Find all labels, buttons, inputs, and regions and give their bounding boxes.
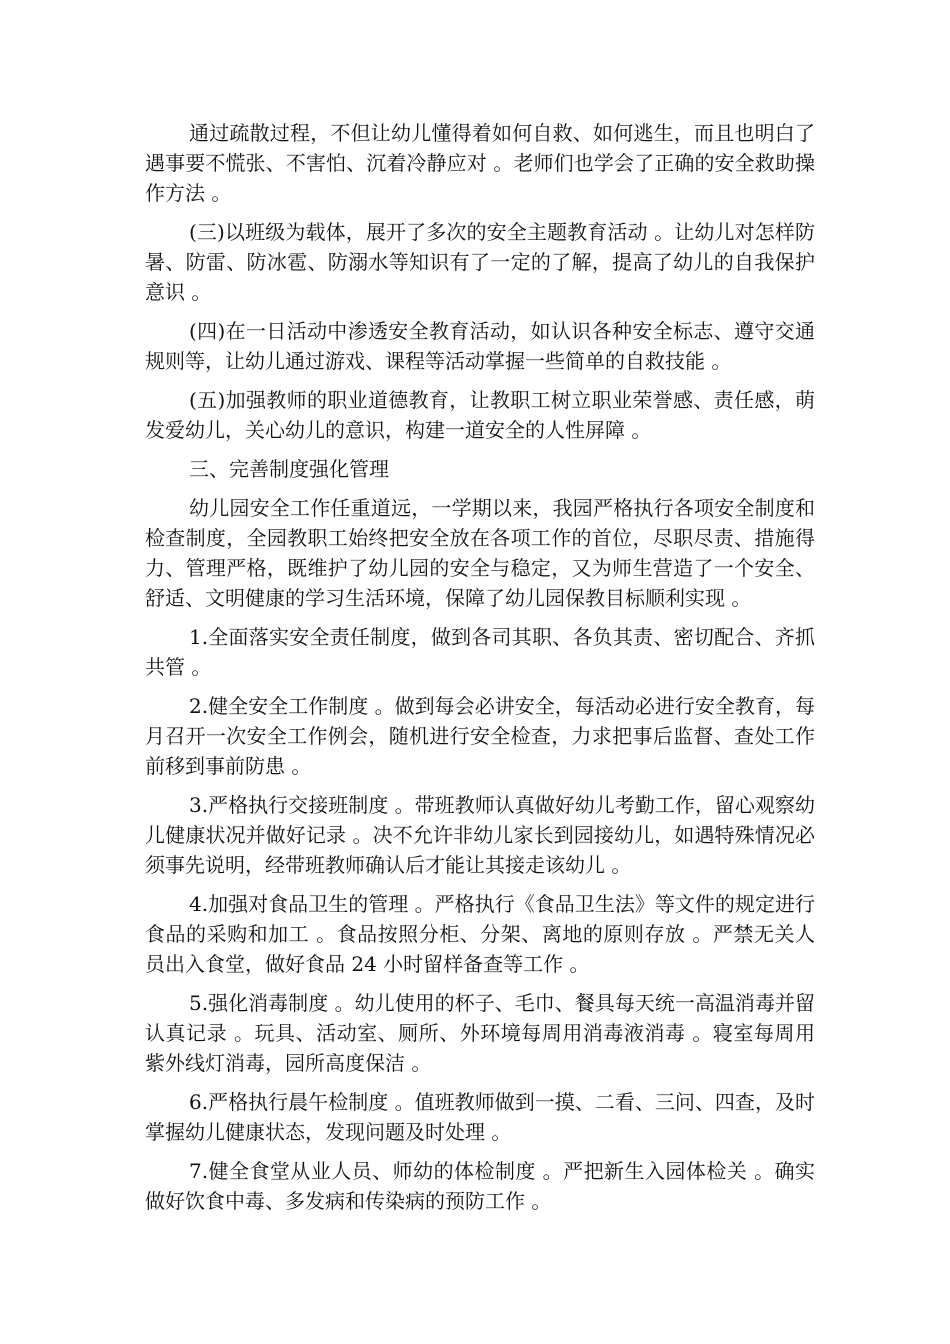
paragraph-safety-overview: 幼儿园安全工作任重道远，一学期以来，我园严格执行各项安全制度和检查制度，全园教职工始终把安全放在各项工作的首位，尽职尽责、措施得力、管理严格，既维护了幼儿园的安全与稳定，又为师生营造了一个安全、舒适、文明健康的学习生活环境，保障了幼儿园保教目标顺利实现 。 — [145, 496, 815, 610]
list-item-7: 7.健全食堂从业人员、师幼的体检制度 。严把新生入园体检关 。确实做好饮食中毒、多发病和传染病的预防工作 。 — [145, 1159, 815, 1213]
list-item-4: 4.加强对食品卫生的管理 。严格执行《食品卫生法》等文件的规定进行食品的采购和加工 。食品按照分柜、分架、离地的原则存放 。严禁无关人员出入食堂，做好食品 24 小时留样备查等工作 。 — [145, 892, 815, 976]
paragraph-daily-safety: (四)在一日活动中渗透安全教育活动，如认识各种安全标志、遵守交通规则等，让幼儿通过游戏、课程等活动掌握一些简单的自救技能 。 — [145, 319, 815, 373]
document-body — [145, 118, 815, 1225]
list-item-1: 1.全面落实安全责任制度，做到各司其职、各负其责、密切配合、齐抓共管 。 — [145, 625, 815, 679]
section-heading: 三、完善制度强化管理 — [189, 457, 389, 481]
list-item-3: 3.严格执行交接班制度 。带班教师认真做好幼儿考勤工作，留心观察幼儿健康状况并做好记录 。决不允许非幼儿家长到园接幼儿，如遇特殊情况必须事先说明，经带班教师确认后才能让其接走该幼儿 。 — [145, 793, 815, 877]
list-item-6: 6.严格执行晨午检制度 。值班教师做到一摸、二看、三问、四查，及时掌握幼儿健康状态，发现问题及时处理 。 — [145, 1090, 815, 1144]
paragraph-class-activities: (三)以班级为载体，展开了多次的安全主题教育活动 。让幼儿对怎样防暑、防雷、防冰雹、防溺水等知识有了一定的了解，提高了幼儿的自我保护意识 。 — [145, 220, 815, 304]
paragraph-teacher-ethics: (五)加强教师的职业道德教育，让教职工树立职业荣誉感、责任感，萌发爱幼儿，关心幼儿的意识，构建一道安全的人性屏障 。 — [145, 388, 815, 442]
list-item-5: 5.强化消毒制度 。幼儿使用的杯子、毛巾、餐具每天统一高温消毒并留认真记录 。玩具、活动室、厕所、外环境每周用消毒液消毒 。寝室每周用紫外线灯消毒，园所高度保洁 。 — [145, 991, 815, 1075]
list-item-2: 2.健全安全工作制度 。做到每会必讲安全，每活动必进行安全教育，每月召开一次安全工作例会，随机进行安全检查，力求把事后监督、查处工作前移到事前防患 。 — [145, 694, 815, 778]
paragraph-evacuation: 通过疏散过程，不但让幼儿懂得着如何自救、如何逃生，而且也明白了遇事要不慌张、不害怕、沉着冷静应对 。老师们也学会了正确的安全救助操作方法 。 — [145, 121, 815, 205]
